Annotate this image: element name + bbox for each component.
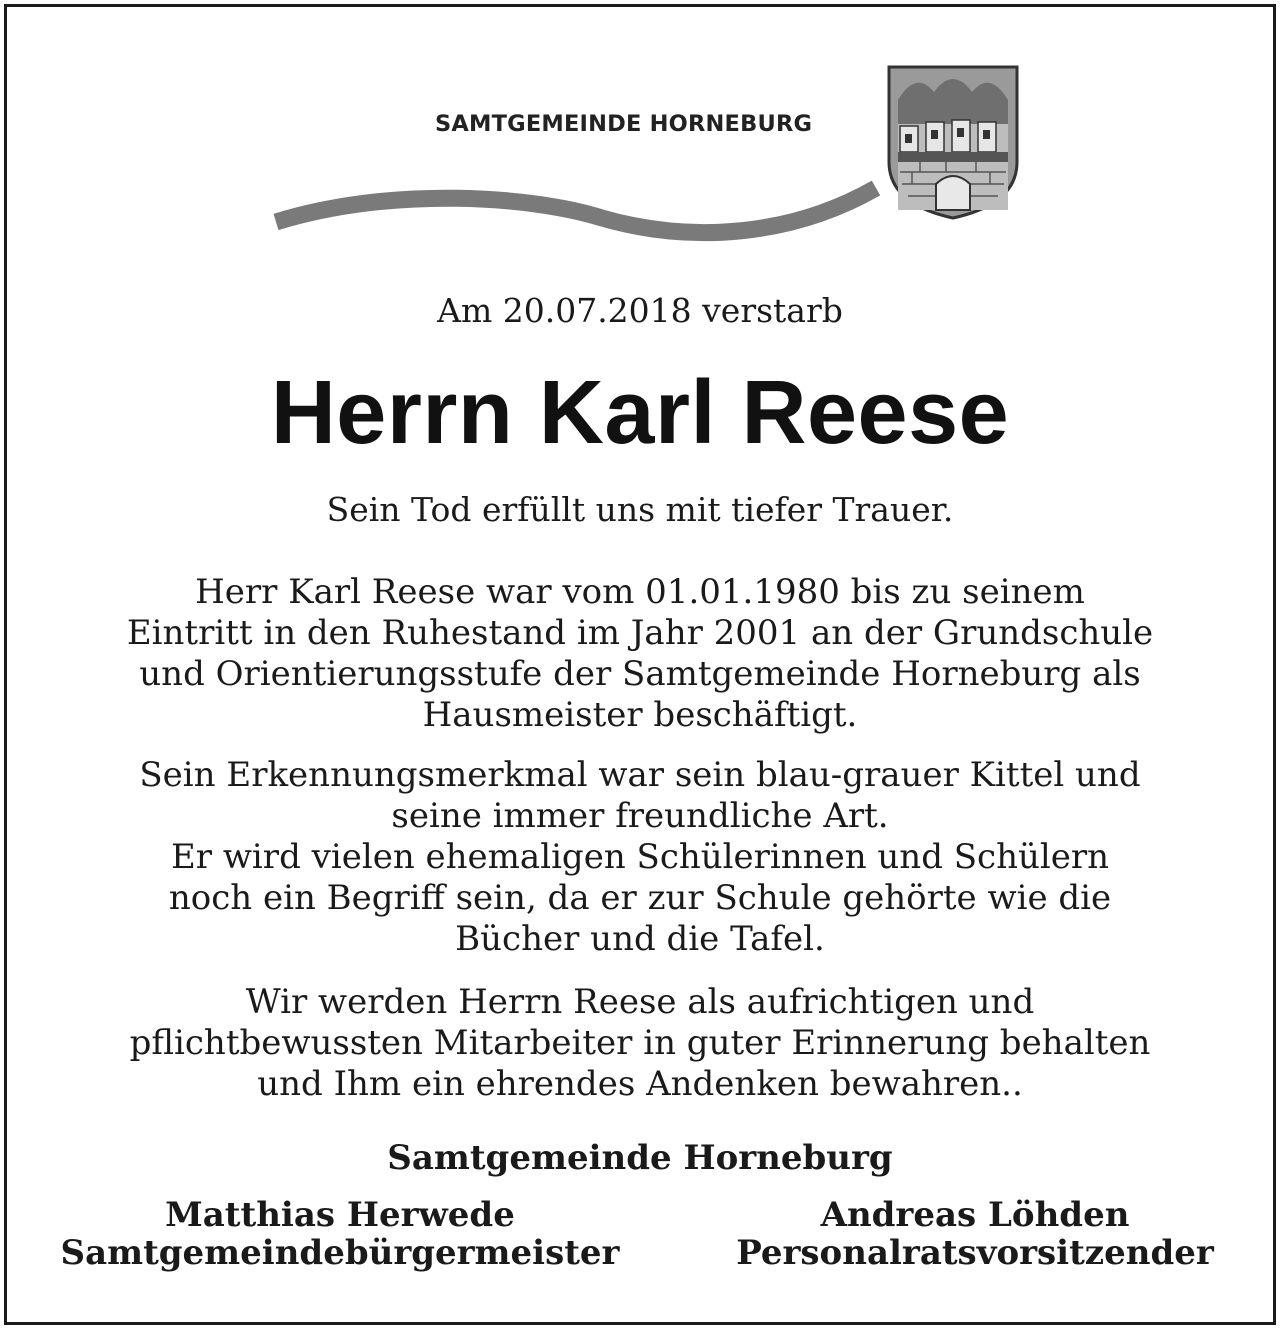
employment-paragraph	[20, 572, 1260, 736]
text-line: Wir werden Herrn Reese als aufrichtigen und	[245, 982, 1035, 1022]
signatory-name: Matthias Herwede	[165, 1195, 515, 1235]
death-date-line: Am 20.07.2018 verstarb	[437, 291, 843, 330]
mourning-line: Sein Tod erfüllt uns mit tiefer Trauer.	[326, 490, 954, 529]
coat-of-arms-icon	[886, 64, 1020, 220]
logo-text: SAMTGEMEINDE HORNEBURG	[435, 111, 813, 137]
signatory-title: Samtgemeindebürgermeister	[60, 1233, 620, 1273]
signatory-title: Personalratsvorsitzender	[736, 1233, 1214, 1273]
text-line: Hausmeister beschäftigt.	[422, 695, 858, 735]
text-line: und Orientierungsstufe der Samtgemeinde Horneburg als	[139, 654, 1141, 694]
deceased-name: Herrn Karl Reese	[270, 363, 1010, 463]
remembrance-paragraph	[20, 982, 1260, 1105]
signature-left	[30, 1196, 650, 1272]
character-paragraph	[20, 755, 1260, 960]
text-line: seine immer freundliche Art.	[391, 796, 889, 836]
text-line: und Ihm ein ehrendes Andenken bewahren..	[257, 1064, 1023, 1104]
text-line: noch ein Begriff sein, da er zur Schule gehörte wie die	[168, 878, 1112, 918]
text-line: Eintritt in den Ruhestand im Jahr 2001 an der Grundschule	[126, 613, 1154, 653]
text-line: pflichtbewussten Mitarbeiter in guter Erinnerung behalten	[129, 1023, 1151, 1063]
logo-wave	[272, 178, 882, 248]
text-line: Bücher und die Tafel.	[455, 919, 825, 959]
text-line: Herr Karl Reese war vom 01.01.1980 bis zu seinem	[195, 572, 1085, 612]
signature-organization: Samtgemeinde Horneburg	[387, 1138, 893, 1178]
signature-right	[660, 1196, 1280, 1272]
signatory-name: Andreas Löhden	[820, 1195, 1130, 1235]
text-line: Sein Erkennungsmerkmal war sein blau-grauer Kittel und	[139, 755, 1141, 795]
text-line: Er wird vielen ehemaligen Schülerinnen und Schülern	[170, 837, 1110, 877]
